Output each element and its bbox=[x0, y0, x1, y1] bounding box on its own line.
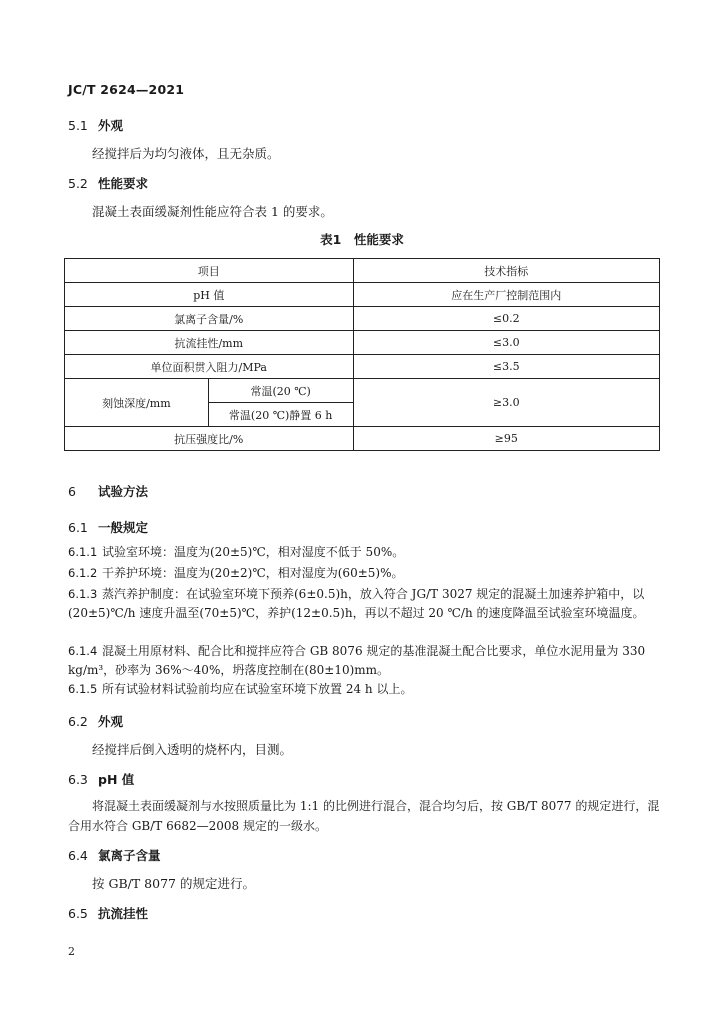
heading-6-1 bbox=[68, 518, 148, 536]
clause-number: 6.1.3 bbox=[68, 587, 98, 601]
clause-text: 试验室环境：温度为(20±5)℃，相对湿度不低于 50%。 bbox=[102, 545, 405, 559]
heading-title: 性能要求 bbox=[98, 176, 149, 191]
document-code: JC/T 2624—2021 bbox=[68, 82, 185, 97]
row-spec: ≤0.2 bbox=[353, 307, 659, 331]
heading-number: 5.2 bbox=[68, 176, 88, 191]
heading-6-2 bbox=[68, 712, 123, 730]
clause-number: 6.1.5 bbox=[68, 682, 98, 696]
heading-number: 6.3 bbox=[68, 772, 88, 787]
heading-number: 5.1 bbox=[68, 118, 88, 133]
clause-6-1-4 bbox=[68, 642, 660, 680]
clause-6-1-1 bbox=[68, 543, 660, 562]
clause-number: 6.1.4 bbox=[68, 644, 98, 658]
table-row bbox=[65, 427, 660, 451]
table-row bbox=[65, 307, 660, 331]
table-row bbox=[65, 283, 660, 307]
heading-number: 6 bbox=[68, 484, 76, 499]
row-spec: ≥3.0 bbox=[353, 379, 659, 427]
page-number: 2 bbox=[68, 945, 75, 958]
heading-title: 一般规定 bbox=[98, 520, 149, 535]
clause-number: 6.1.2 bbox=[68, 566, 98, 580]
clause-number: 6.1.1 bbox=[68, 545, 98, 559]
clause-6-1-3 bbox=[68, 585, 660, 623]
heading-title: pH 值 bbox=[98, 772, 135, 787]
row-item: 氯离子含量/% bbox=[65, 307, 354, 331]
heading-5-1 bbox=[68, 116, 123, 134]
heading-title: 抗流挂性 bbox=[98, 906, 149, 921]
heading-number: 6.5 bbox=[68, 906, 88, 921]
row-spec: ≤3.0 bbox=[353, 331, 659, 355]
row-item: 抗流挂性/mm bbox=[65, 331, 354, 355]
heading-number: 6.2 bbox=[68, 714, 88, 729]
clause-text: 混凝土用原材料、配合比和搅拌应符合 GB 8076 规定的基准混凝土配合比要求，单位水泥用量为 330 kg/m³，砂率为 36%～40%，坍落度控制在(80±10)mm。 bbox=[68, 644, 646, 677]
paragraph-5-2: 混凝土表面缓凝剂性能应符合表 1 的要求。 bbox=[92, 204, 333, 219]
paragraph-5-1: 经搅拌后为均匀液体，且无杂质。 bbox=[92, 146, 280, 161]
clause-text: 蒸汽养护制度：在试验室环境下预养(6±0.5)h，放入符合 JG/T 3027 规定的混凝土加速养护箱中，以(20±5)℃/h 速度升温至(70±5)℃，养护(12±0.5)h，再以不超过 20 ℃/h 的速度降温至试验室环境温度。 bbox=[68, 587, 645, 620]
clause-6-1-5 bbox=[68, 680, 660, 699]
heading-6-4 bbox=[68, 846, 161, 864]
row-spec: 应在生产厂控制范围内 bbox=[353, 283, 659, 307]
table-header-row bbox=[65, 259, 660, 283]
heading-6-3 bbox=[68, 770, 134, 788]
row-subitem: 常温(20 ℃)静置 6 h bbox=[208, 403, 353, 427]
clause-text: 所有试验材料试验前均应在试验室环境下放置 24 h 以上。 bbox=[102, 682, 413, 696]
header-spec: 技术指标 bbox=[353, 259, 659, 283]
paragraph-6-4: 按 GB/T 8077 的规定进行。 bbox=[92, 876, 255, 891]
table-caption: 表1 性能要求 bbox=[320, 232, 404, 247]
row-item: 抗压强度比/% bbox=[65, 427, 354, 451]
heading-5-2 bbox=[68, 174, 148, 192]
row-spec: ≥95 bbox=[353, 427, 659, 451]
paragraph-6-2: 经搅拌后倒入透明的烧杯内，目测。 bbox=[92, 742, 293, 757]
paragraph-6-3: 将混凝土表面缓凝剂与水按照质量比为 1:1 的比例进行混合，混合均匀后，按 GB/T 8077 的规定进行，混合用水符合 GB/T 6682—2008 规定的一级水。 bbox=[68, 799, 660, 833]
performance-table bbox=[64, 258, 660, 451]
table-row bbox=[65, 355, 660, 379]
heading-6-5 bbox=[68, 904, 148, 922]
row-spec: ≤3.5 bbox=[353, 355, 659, 379]
table-row bbox=[65, 379, 660, 403]
heading-title: 外观 bbox=[98, 714, 124, 729]
clause-6-1-2 bbox=[68, 564, 660, 583]
header-item: 项目 bbox=[65, 259, 354, 283]
clause-text: 干养护环境：温度为(20±2)℃，相对湿度为(60±5)%。 bbox=[102, 566, 404, 580]
heading-title: 试验方法 bbox=[98, 484, 149, 499]
heading-number: 6.4 bbox=[68, 848, 88, 863]
heading-title: 氯离子含量 bbox=[98, 848, 161, 863]
row-item: pH 值 bbox=[65, 283, 354, 307]
heading-title: 外观 bbox=[98, 118, 124, 133]
table-row bbox=[65, 331, 660, 355]
row-subitem: 常温(20 ℃) bbox=[208, 379, 353, 403]
heading-6 bbox=[68, 482, 148, 500]
heading-number: 6.1 bbox=[68, 520, 88, 535]
row-item: 单位面积贯入阻力/MPa bbox=[65, 355, 354, 379]
row-item: 刻蚀深度/mm bbox=[65, 379, 209, 427]
